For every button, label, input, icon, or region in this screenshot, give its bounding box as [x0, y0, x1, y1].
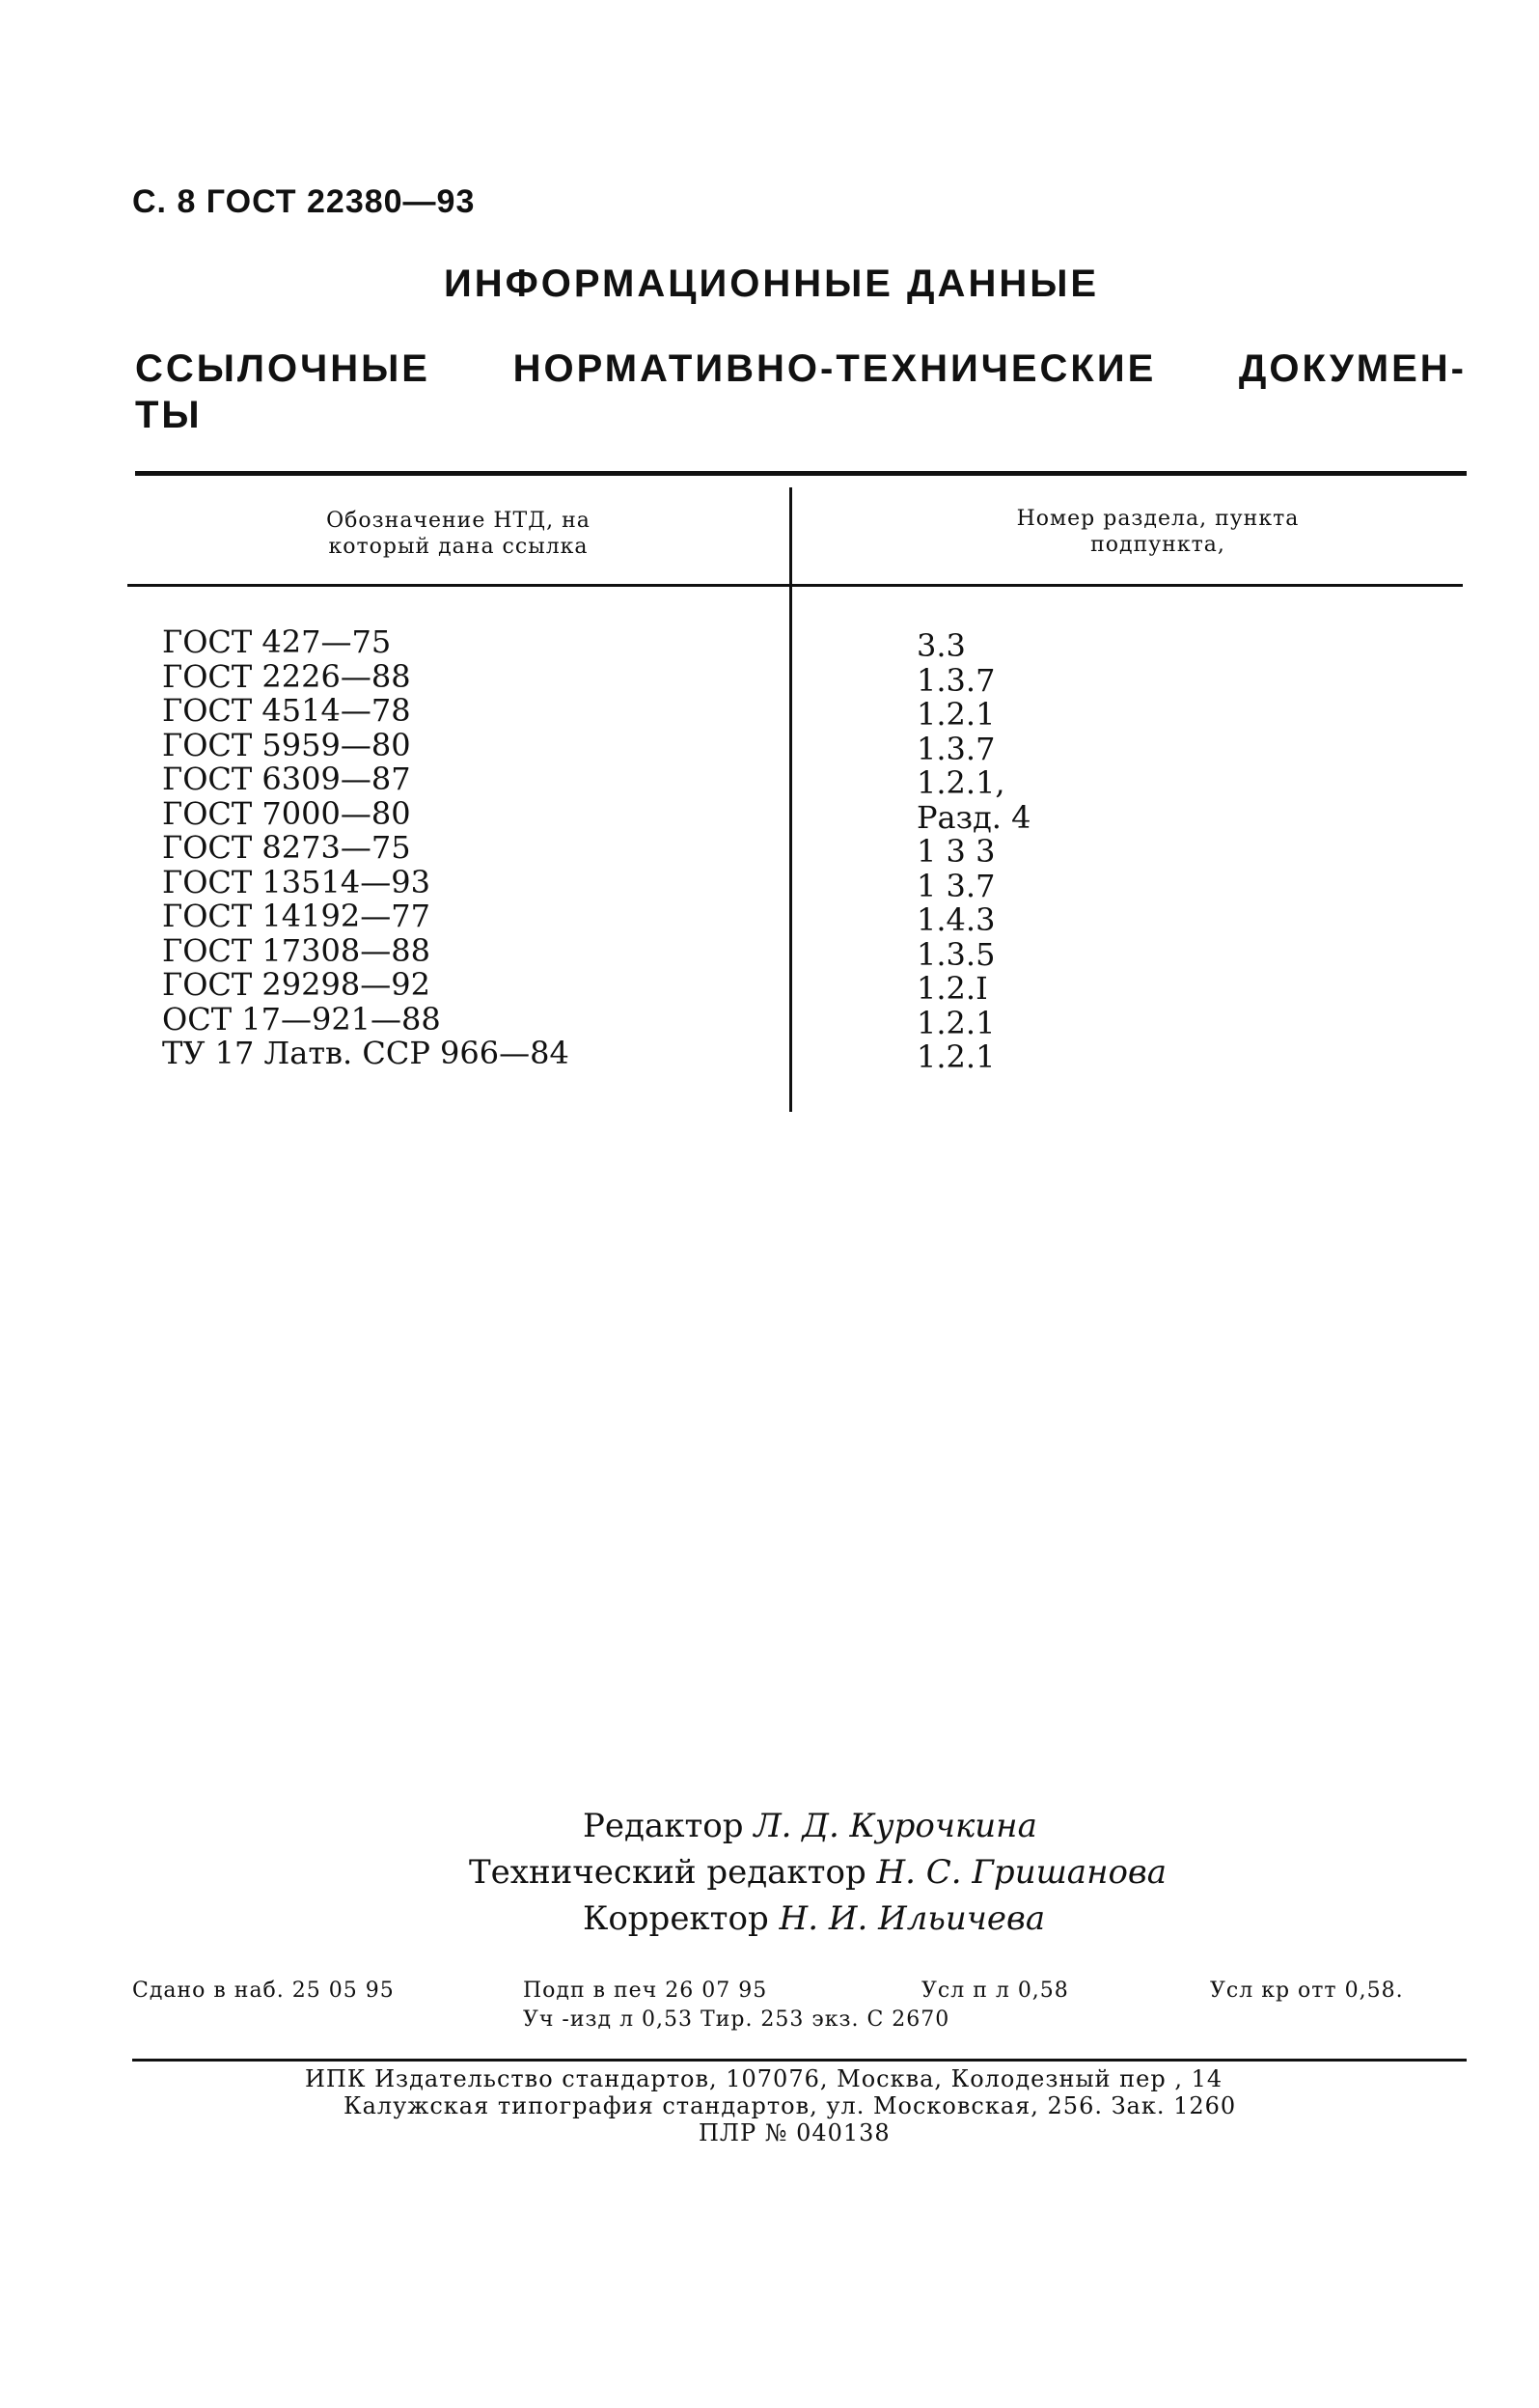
table-cell-doc: ГОСТ 2226—88	[162, 657, 411, 695]
table-cell-ref: 3.3	[917, 627, 966, 664]
document-title: ИНФОРМАЦИОННЫЕ ДАННЫЕ	[444, 263, 1100, 305]
table-cell-ref: 1.2.1,	[917, 764, 1005, 801]
publisher-line: ИПК Издательство стандартов, 107076, Москва, Колодезный пер , 14	[305, 2065, 1223, 2092]
table-cell-ref: 1.4.3	[917, 901, 996, 938]
corrector-name: Н. И. Ильичева	[779, 1899, 1046, 1938]
table-cell-ref: 1.3.5	[917, 935, 996, 973]
header-line: Номер раздела, пункта	[1016, 507, 1300, 531]
table-cell-doc: ГОСТ 4514—78	[162, 692, 411, 729]
header-line: Обозначение НТД, на	[326, 509, 591, 533]
table-cell-ref: 1.2.I	[917, 970, 988, 1007]
document-column	[162, 625, 569, 1071]
table-cell-ref: 1.2.1	[917, 1004, 996, 1041]
editor-name: Л. Д. Курочкина	[754, 1807, 1037, 1845]
table-cell-doc: ГОСТ 427—75	[162, 623, 392, 660]
table-cell-doc: ОСТ 17—921—88	[162, 1000, 441, 1038]
header-line: подпункта,	[1090, 533, 1225, 557]
table-cell-doc: ГОСТ 5959—80	[162, 726, 411, 763]
header-line: который дана ссылка	[328, 535, 589, 559]
tech-editor-line	[469, 1849, 1167, 1896]
page-header: С. 8 ГОСТ 22380—93	[132, 183, 476, 220]
imprint-submitted: Сдано в наб. 25 05 95	[132, 1979, 395, 2003]
imprint-print-sheets: Усл п л 0,58	[921, 1979, 1069, 2003]
table-cell-ref: 1.3.7	[917, 730, 996, 767]
table-cell-doc: ГОСТ 8273—75	[162, 829, 411, 866]
table-cell-doc: ГОСТ 6309—87	[162, 761, 411, 797]
printer-line: Калужская типография стандартов, ул. Московская, 256. Зак. 1260	[344, 2092, 1237, 2119]
table-cell-ref: 1 3 3	[917, 833, 996, 870]
editor-line	[583, 1803, 1037, 1849]
imprint-circulation: Уч -изд л 0,53 Тир. 253 экз. С 2670	[523, 2007, 950, 2032]
editor-label: Редактор	[583, 1807, 744, 1845]
footer-rule	[132, 2059, 1467, 2062]
corrector-label: Корректор	[583, 1899, 769, 1938]
license-line: ПЛР № 040138	[699, 2119, 891, 2146]
table-column-divider	[789, 487, 792, 1112]
section-column	[917, 629, 1031, 1075]
section-title-continuation: ТЫ	[135, 394, 203, 436]
corrector-line	[583, 1896, 1045, 1942]
table-cell-doc: ГОСТ 17308—88	[162, 931, 430, 969]
tech-editor-label: Технический редактор	[469, 1853, 866, 1892]
table-cell-doc: ГОСТ 13514—93	[162, 863, 430, 900]
table-header-rule	[127, 584, 1463, 587]
table-cell-ref: Разд. 4	[917, 798, 1031, 836]
table-cell-doc: ГОСТ 29298—92	[162, 966, 430, 1003]
table-cell-doc: ГОСТ 14192—77	[162, 898, 430, 934]
table-cell-doc: ГОСТ 7000—80	[162, 794, 411, 832]
table-header-section	[926, 506, 1389, 558]
imprint-color-sheets: Усл кр отт 0,58.	[1210, 1979, 1404, 2003]
table-cell-ref: 1.2.1	[917, 1038, 996, 1075]
section-title: ССЫЛОЧНЫЕ НОРМАТИВНО-ТЕХНИЧЕСКИЕ ДОКУМЕН-	[135, 347, 1467, 390]
table-cell-doc: ТУ 17 Латв. ССР 966—84	[162, 1035, 569, 1071]
table-cell-ref: 1 3.7	[917, 867, 996, 904]
table-header-document	[232, 508, 685, 560]
table-cell-ref: 1.3.7	[917, 661, 996, 699]
table-top-rule	[135, 471, 1467, 476]
imprint-signed: Подп в печ 26 07 95	[523, 1979, 768, 2003]
tech-editor-name: Н. С. Гришанова	[876, 1853, 1167, 1892]
table-cell-ref: 1.2.1	[917, 696, 996, 733]
